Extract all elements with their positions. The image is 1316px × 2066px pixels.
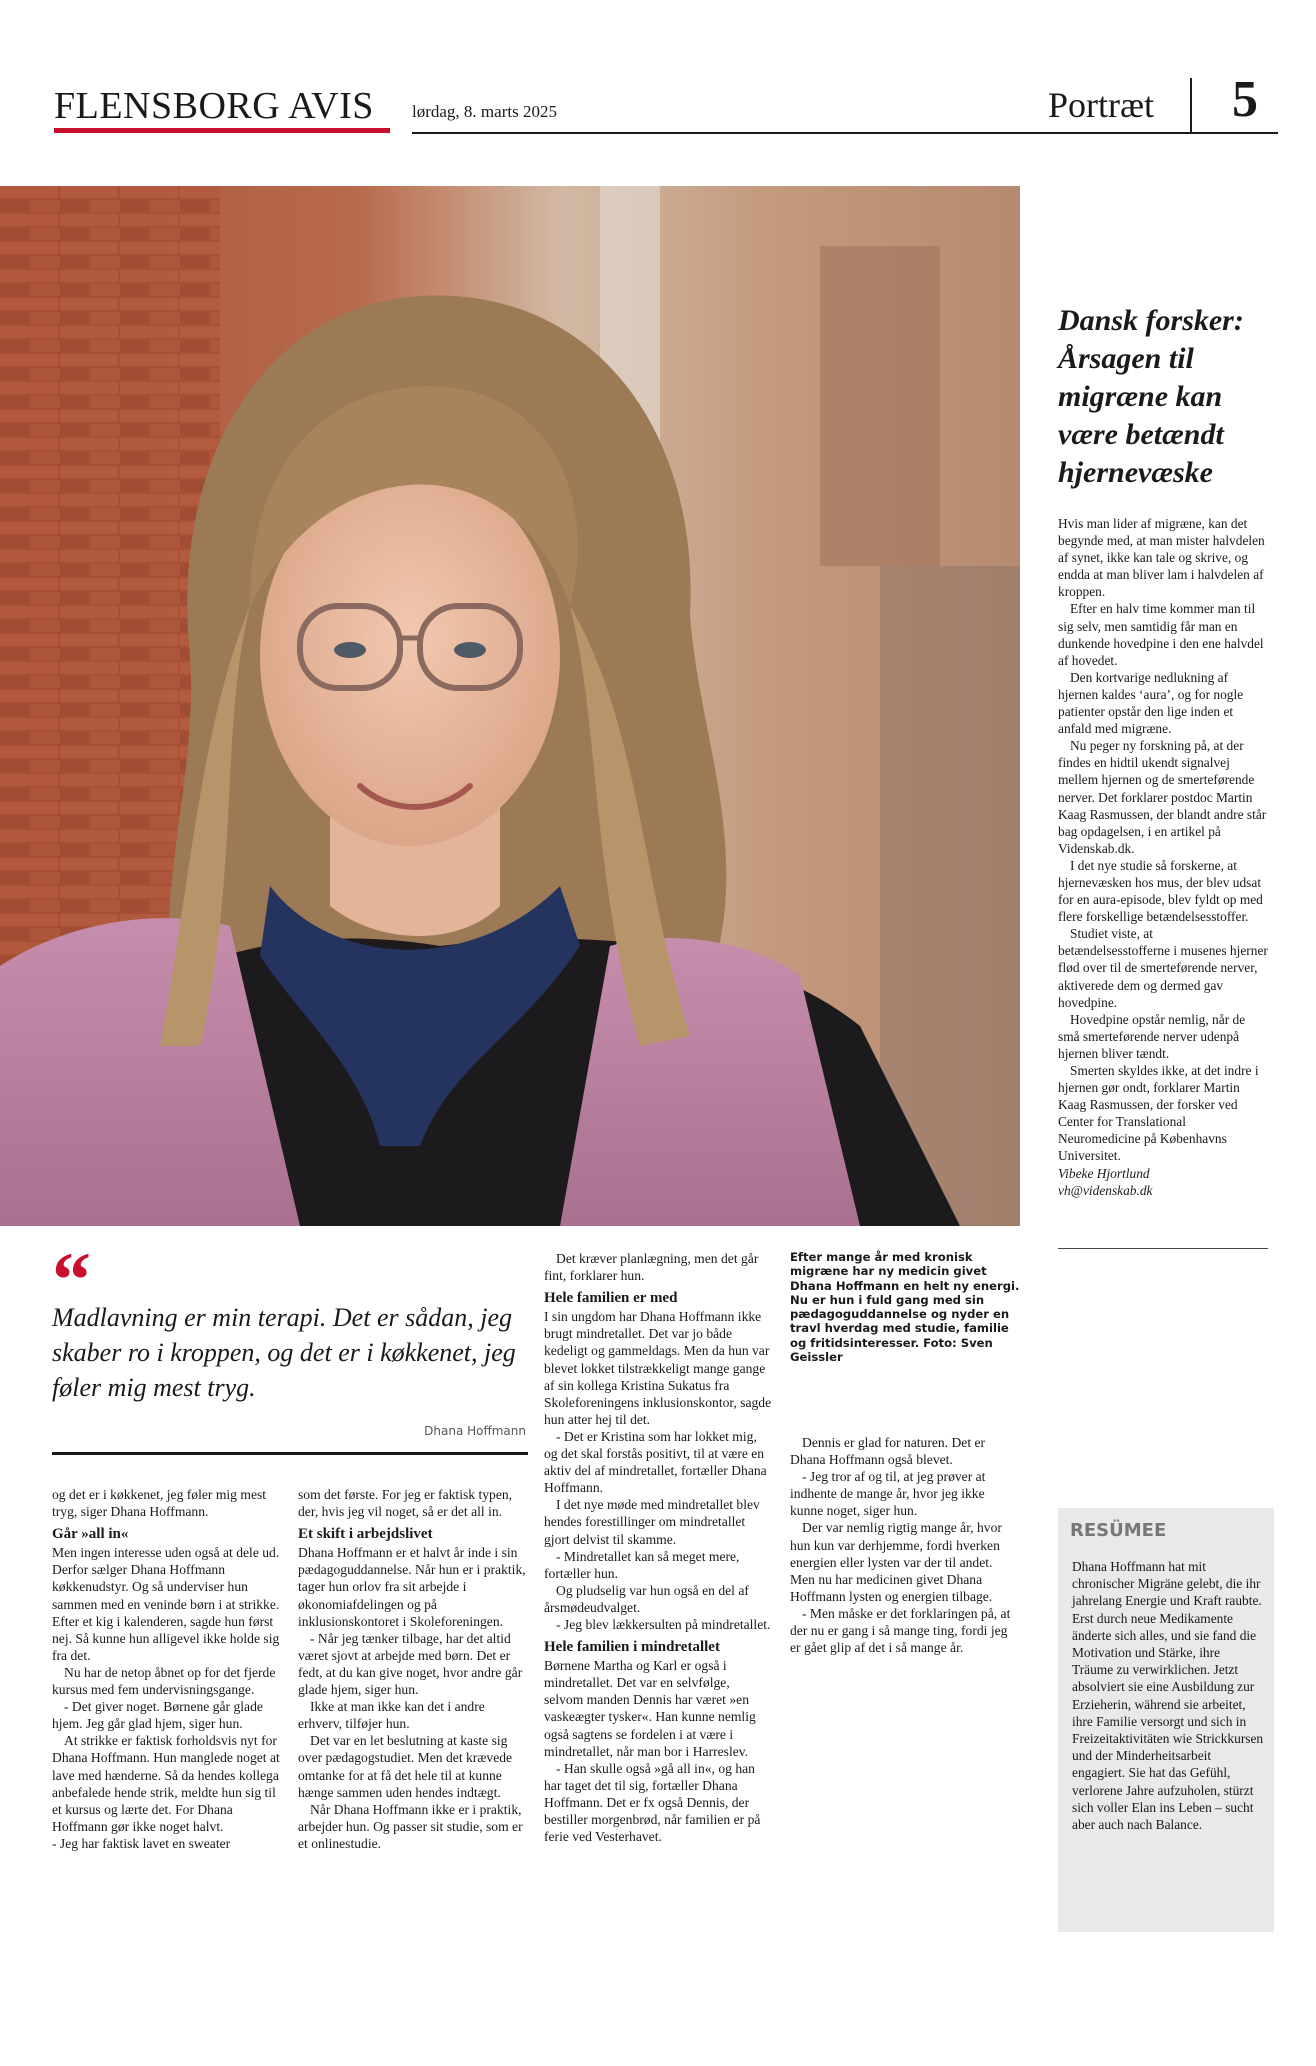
sidebar-headline: Dansk forsker: Årsagen til migræne kan være betændt hjernevæske	[1058, 304, 1244, 489]
photo-caption: Efter mange år med kronisk migræne har ny medicin givet Dhana Hoffmann en helt ny energi. Nu er hun i fuld gang med sin pædagoguddannelse og nyder en travl hverdag med studie, familie og fritidsinteresser. Foto: Sven Geissler	[790, 1250, 1020, 1365]
body-paragraph: Dennis er glad for naturen. Det er Dhana Hoffmann også blevet.	[790, 1435, 986, 1468]
subheading: Hele familien i mindretallet	[544, 1639, 720, 1656]
body-paragraph: - Han skulle også »gå all in«, og han har taget det til sig, fortæller Dhana Hoffmann. Det er fx også Dennis, der bestiller morgenbrød, når familien er på ferie ved Vesterhavet.	[544, 1760, 761, 1845]
body-paragraph: - Jeg tror af og til, at jeg prøver at indhente de mange år, hvor jeg ikke kunne noget, siger hun.	[790, 1469, 986, 1519]
subheading: Går »all in«	[52, 1526, 129, 1543]
body-paragraph: og det er i køkkenet, jeg føler mig mest tryg, siger Dhana Hoffmann.	[52, 1487, 267, 1520]
quote-rule	[52, 1452, 528, 1455]
body-paragraph: Der var nemlig rigtig mange år, hvor hun kun var derhjemme, fordi hverken energien eller lysten var der til andet. Men nu har medicinen givet Dhana Hoffmann lysten og energien tilbage.	[790, 1520, 1002, 1604]
byline-email: vh@videnskab.dk	[1058, 1182, 1153, 1198]
subheading: Hele familien er med	[544, 1290, 678, 1307]
body-paragraph: - Jeg blev lækkersulten på mindretallet.	[556, 1616, 771, 1632]
sidebar-paragraph: Efter en halv time kommer man til sig selv, men samtidig får man en dunkende hovedpine i den ene halvdel af hovedet.	[1058, 601, 1264, 668]
article-column-1	[52, 1486, 280, 1852]
resumee-text: Dhana Hoffmann hat mit chronischer Migräne gelebt, die ihr jahrelang Energie und Kraft raubte. Erst durch neue Medikamente änderte sich alles, und sie fand die Motivation und Stärke, ihre Träume zu verwirklichen. Jetzt absolviert sie eine Ausbildung zur Erzieherin, während sie arbeitet, ihre Familie versorgt und sich in Freizeitaktivitäten wie Strickkursen und der Minderheitsarbeit engagiert. Sie hat das Gefühl, verlorene Jahre aufzuholen, stürzt sich voller Elan ins Leben – sucht aber auch nach Balance.	[1072, 1559, 1264, 1833]
body-paragraph: - Det giver noget. Børnene går glade hjem. Jeg går glad hjem, siger hun.	[52, 1699, 263, 1732]
body-paragraph: Når Dhana Hoffmann ikke er i praktik, arbejder hun. Og passer sit studie, som er et onlinestudie.	[298, 1801, 523, 1851]
quote-mark-icon: “	[52, 1236, 91, 1323]
quote-attribution: Dhana Hoffmann	[424, 1424, 526, 1438]
body-paragraph: Det kræver planlægning, men det går fint, forklarer hun.	[544, 1251, 759, 1284]
sidebar-paragraph: I det nye studie så forskerne, at hjernevæsken hos mus, der blev udsat for en aura-episode, blev fyldt op med flere forskellige betændelsesstoffer.	[1058, 857, 1263, 925]
body-paragraph: - Når jeg tænker tilbage, har det altid været sjovt at arbejde med børn. Det er fedt, at du kan give noget, hvor andre går glade hjem, siger hun.	[298, 1630, 523, 1698]
pull-quote: Madlavning er min terapi. Det er sådan, jeg skaber ro i kroppen, og det er i køkkenet, jeg føler mig mest tryg.	[52, 1303, 516, 1402]
body-paragraph: Det var en let beslutning at kaste sig over pædagogstudiet. Men det krævede omtanke for at få det hele til at kunne hænge sammen uden hendes indtægt.	[298, 1733, 513, 1800]
newspaper-logo: FLENSBORG AVIS	[54, 85, 374, 127]
body-paragraph: Dhana Hoffmann er et halvt år inde i sin pædagoguddannelse. Når hun er i praktik, tager hun orlov fra sit arbejde i økonomiafdelingen og på inklusionskontoret i Skoleforeningen.	[298, 1545, 526, 1629]
article-column-4	[790, 1434, 1018, 1656]
resumee-title: RESÜMEE	[1070, 1520, 1167, 1541]
sidebar-paragraph: Hovedpine opstår nemlig, når de små smerteførende nerver udenpå hjernen bliver tændt.	[1058, 1011, 1246, 1061]
sidebar-rule	[1058, 1248, 1268, 1249]
logo-underline	[54, 128, 390, 133]
sidebar-paragraph: Den kortvarige nedlukning af hjernen kaldes ‘aura’, og for nogle patienter opstår den lige inden et anfald med migræne.	[1058, 669, 1244, 737]
body-paragraph: Men ingen interesse uden også at dele ud. Derfor sælger Dhana Hoffmann køkkenudstyr. Og så underviser hun sammen med en veninde børn i at strikke. Efter et kig i kalenderen, sagde hun først nej. Så kunne hun alligevel ikke holde sig fra det.	[52, 1545, 280, 1663]
sidebar-paragraph: Smerten skyldes ikke, at det indre i hjernen gør ondt, forklarer Martin Kaag Rasmussen, der forsker ved Center for Translational Neuromedicine på Københavns Universitet.	[1058, 1063, 1259, 1164]
page-number: 5	[1232, 71, 1258, 128]
portrait-photo	[0, 186, 1020, 1226]
sidebar-article-body	[1058, 515, 1268, 1199]
article-column-3	[544, 1250, 772, 1845]
subheading: Et skift i arbejdslivet	[298, 1526, 433, 1543]
body-paragraph: - Jeg har faktisk lavet en sweater	[52, 1835, 231, 1851]
section-divider	[1190, 78, 1192, 134]
portrait-illustration	[0, 186, 1020, 1226]
body-paragraph: Og pludselig var hun også en del af årsmødeudvalget.	[544, 1582, 749, 1615]
section-name: Portræt	[1048, 85, 1155, 125]
body-paragraph: Børnene Martha og Karl er også i mindretallet. Det var en selvfølge, selvom manden Dennis har været »en vaskeægter tysker«. Han kunne nemlig også sagtens se fordelen i at være i mindretallet, når man bor i Harreslev.	[544, 1658, 756, 1759]
body-paragraph: - Det er Kristina som har lokket mig, og det skal forstås positivt, til at være en aktiv del af mindretallet, fortæller Dhana Hoffmann.	[544, 1428, 767, 1496]
body-paragraph: - Men måske er det forklaringen på, at der nu er gang i så mange ting, fordi jeg er gået glip af det i så mange år.	[790, 1605, 1011, 1656]
body-paragraph: I sin ungdom har Dhana Hoffmann ikke brugt mindretallet. Det var jo både kedeligt og gammeldags. Men da hun var blevet lokket tilstrækkeligt mange gange af sin kollega Kristina Sukatus fra Skoleforeningens inklusionskontor, sagde hun atter hej til det.	[544, 1309, 772, 1427]
body-paragraph: At strikke er faktisk forholdsvis nyt for Dhana Hoffmann. Hun manglede noget at lave med hænderne. Så da hendes kollega anbefalede hende strik, meldte hun sig til et kursus og lærte det. For Dhana Hoffmann gør ikke noget halvt.	[52, 1733, 280, 1834]
body-paragraph: Nu har de netop åbnet op for det fjerde kursus med fem undervisningsgange.	[52, 1664, 276, 1698]
body-paragraph: Ikke at man ikke kan det i andre erhverv, tilføjer hun.	[298, 1699, 485, 1732]
masthead-rule	[412, 132, 1278, 134]
issue-date: lørdag, 8. marts 2025	[412, 102, 557, 121]
body-paragraph: som det første. For jeg er faktisk typen, der, hvis jeg vil noget, så er det all in.	[298, 1487, 513, 1520]
sidebar-paragraph: Hvis man lider af migræne, kan det begynde med, at man mister halvdelen af synet, ikke kan tale og skrive, og endda at man bliver lam i halvdelen af kroppen.	[1058, 516, 1265, 600]
byline-name: Vibeke Hjortlund	[1058, 1165, 1150, 1181]
sidebar-paragraph: Nu peger ny forskning på, at der findes en hidtil ukendt signalvej mellem hjernen og de smerteførende nerver. Det forklarer postdoc Martin Kaag Rasmussen, der blandt andre står bag opdagelsen, i en artikel på Videnskab.dk.	[1058, 738, 1267, 856]
body-paragraph: I det nye møde med mindretallet blev hendes forestillinger om mindretallet gjort delvist til skamme.	[544, 1497, 760, 1547]
sidebar-paragraph: Studiet viste, at betændelsesstofferne i musenes hjerner flød over til de smerteførende nerver, aktiverede dem og dermed gav hovedpine.	[1058, 926, 1268, 1010]
body-paragraph: - Mindretallet kan så meget mere, fortæller hun.	[544, 1548, 740, 1581]
article-column-2	[298, 1486, 526, 1852]
